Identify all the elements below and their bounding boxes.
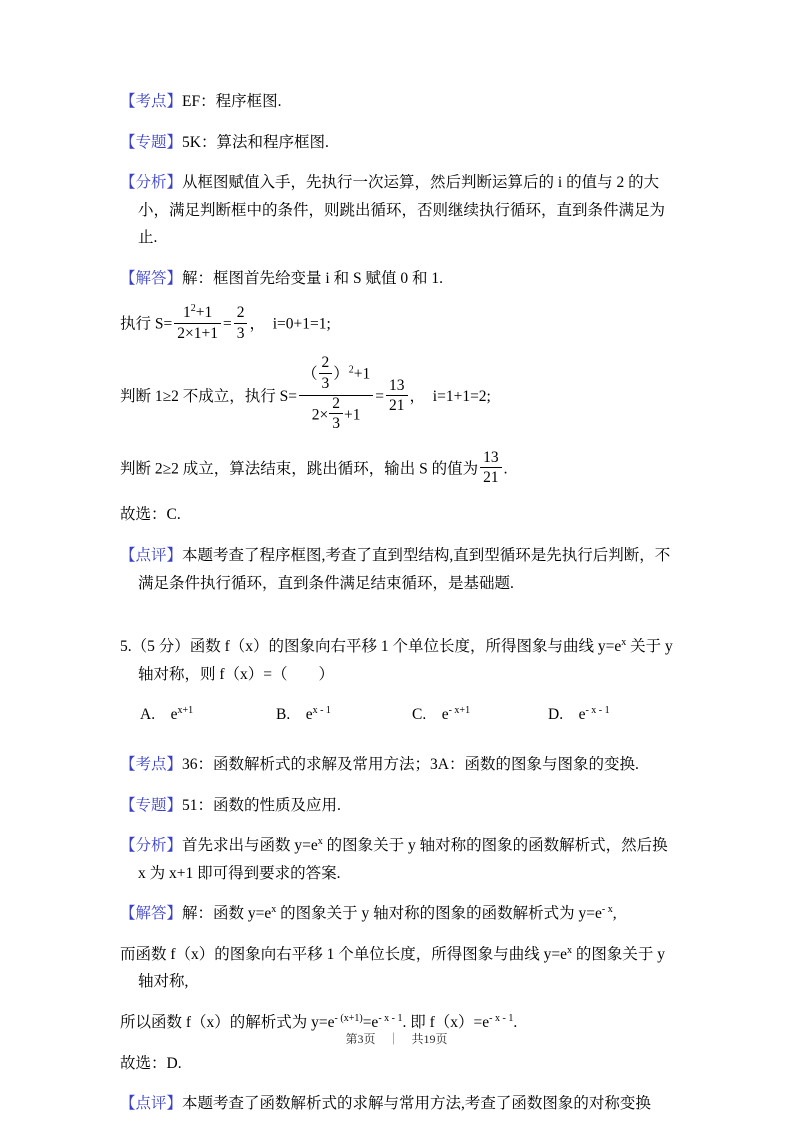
answer-text-q4: 解：框图首先给变量 i 和 S 赋值 0 和 1. bbox=[182, 269, 443, 287]
option-c: C. $e^{- x+1}$ bbox=[412, 705, 471, 724]
exam-point-block-q5 bbox=[120, 751, 678, 779]
analysis-block-q4 bbox=[120, 169, 678, 252]
topic-block-q5 bbox=[120, 792, 678, 820]
option-b: B. $e^{x - 1}$ bbox=[276, 705, 331, 724]
question-5-options bbox=[120, 701, 678, 729]
page-number: 第3页 bbox=[345, 1032, 376, 1046]
answer-choice-q5: 故选：D. bbox=[120, 1054, 182, 1072]
comment-text-q4: 本题考查了程序框图,考查了直到型结构,直到型循环是先执行后判断，不满足条件执行循环，直到条件满足结束循环，是基础题. bbox=[138, 547, 671, 592]
page-footer bbox=[0, 1030, 793, 1047]
comment-label-q5: 【点评】 bbox=[120, 1095, 183, 1113]
exam-point-label-q4: 【考点】 bbox=[120, 93, 183, 110]
option-d: D. $e^{- x - 1}$ bbox=[548, 705, 610, 724]
comment-block-q4 bbox=[120, 542, 678, 597]
analysis-label-q5: 【分析】 bbox=[120, 837, 183, 855]
solution-step-2-q5: 所以函数 f（x）的解析式为 $y=e^{- (x+1)}=e^{- x - 1}$. 即 $f(x)=e^{- x - 1}$. bbox=[120, 1012, 518, 1031]
comment-label-q4: 【点评】 bbox=[120, 547, 183, 565]
solution-step-3-q4: 判断 2≥2 成立，算法结束，跳出循环，输出 S 的值为 $\frac{13}{21}$ . bbox=[120, 448, 508, 487]
answer-text-q5: 解：函数 $y=e^x$ 的图象关于 y 轴对称的图象的函数解析式为 $y=e^{- x}$, bbox=[182, 904, 617, 923]
exam-point-label-q5: 【考点】 bbox=[120, 755, 183, 773]
solution-step-2-q4: 判断 1≥2 不成立，执行 S= （ $\frac{2}{3}$ ）$^2$+1 2× $\frac{2}{3}$ +1 = $\frac{13}{21}$ ， i=1+1=2; bbox=[120, 354, 491, 433]
analysis-text-q5: 首先求出与函数 $y=e^x$ 的图象关于 y 轴对称的图象的函数解析式，然后换 x 为 x+1 即可得到要求的答案. bbox=[138, 835, 668, 882]
question-5-stem: 5.（5 分）函数 f（x）的图象向右平移 1 个单位长度，所得图象与曲线 $y=e^x$ 关于 y 轴对称，则 f（x）=（ ） bbox=[120, 637, 673, 683]
answer-choice-q4: 故选：C. bbox=[120, 506, 181, 524]
analysis-label-q4: 【分析】 bbox=[120, 174, 183, 192]
answer-block-q4 bbox=[120, 265, 678, 293]
topic-block-q4 bbox=[120, 129, 678, 157]
page-total: 共19页 bbox=[411, 1032, 448, 1046]
solution-step-1-q4: 执行 S= $\frac{1^2+1}{2\times 1+1}$ = $\frac{2}{3}$ ， i=0+1=1; bbox=[120, 303, 331, 342]
exam-point-block-q4 bbox=[120, 88, 678, 116]
answer-label-q4: 【解答】 bbox=[120, 269, 183, 287]
topic-label-q4: 【专题】 bbox=[120, 133, 183, 151]
comment-text-q5: 本题考查了函数解析式的求解与常用方法,考查了函数图象的对称变换 bbox=[182, 1095, 651, 1113]
topic-text-q4: 5K：算法和程序框图. bbox=[182, 133, 329, 151]
analysis-block-q5 bbox=[120, 832, 678, 887]
solution-step-1-q5: 而函数 f（x）的图象向右平移 1 个单位长度，所得图象与曲线 $y=e^x$ 的图象关于 y 轴对称, bbox=[120, 944, 666, 991]
footer-separator: ｜ bbox=[387, 1032, 400, 1046]
option-a: A. $e^{x+1}$ bbox=[140, 705, 194, 724]
solution-4-section bbox=[120, 88, 678, 597]
comment-block-q5 bbox=[120, 1090, 678, 1118]
exam-point-text-q5: 36：函数解析式的求解及常用方法；3A：函数的图象与图象的变换. bbox=[182, 755, 639, 773]
topic-label-q5: 【专题】 bbox=[120, 796, 183, 814]
analysis-text-q4: 从框图赋值入手，先执行一次运算，然后判断运算后的 i 的值与 2 的大小，满足判断框中的条件，则跳出循环，否则继续执行循环，直到条件满足为止. bbox=[138, 174, 666, 247]
answer-block-q5 bbox=[120, 900, 678, 928]
exam-point-text-q4: EF：程序框图. bbox=[182, 93, 282, 110]
answer-label-q5: 【解答】 bbox=[120, 905, 183, 923]
document-content bbox=[120, 88, 678, 1122]
topic-text-q5: 51：函数的性质及应用. bbox=[182, 796, 341, 814]
